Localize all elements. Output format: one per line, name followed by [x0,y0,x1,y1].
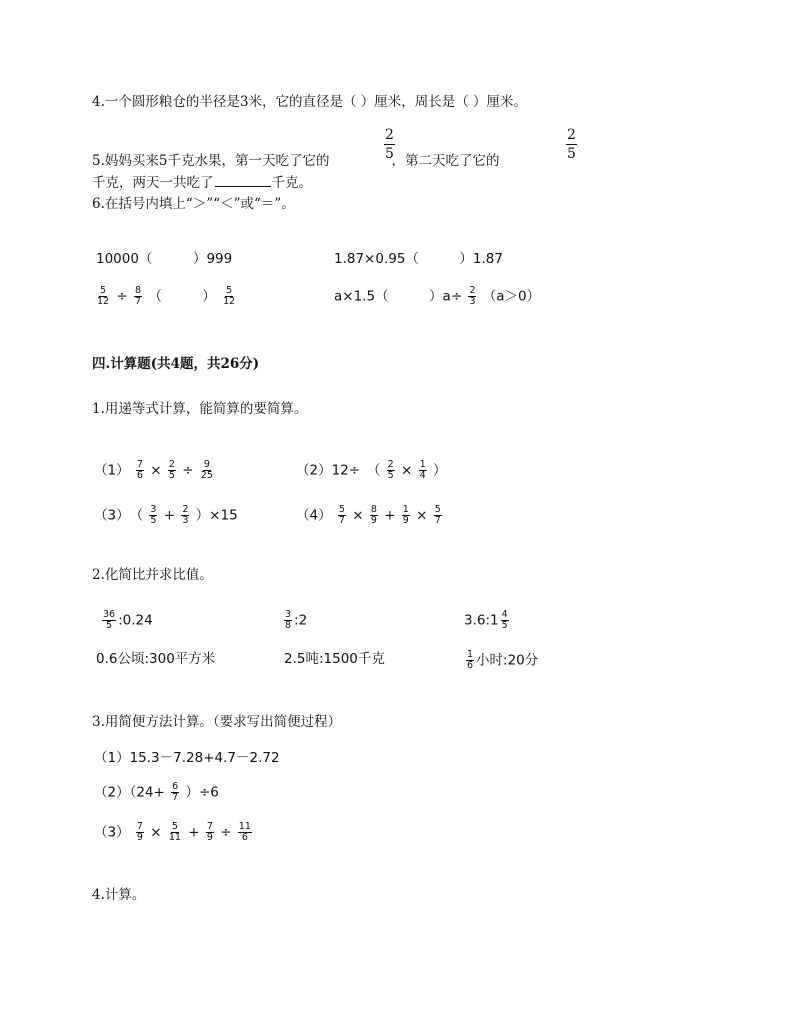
q5-fraction-2: 2 5 [567,127,576,162]
question-4: 4.一个圆形粮仓的半径是3米，它的直径是（ ）厘米，周长是（ ）厘米。 [92,94,528,110]
ratio-a: $\frac{36}{5}$ :0.24 [103,609,153,631]
ratio-f: $\frac{1}{6}$ 小时:20分 [467,649,539,671]
q6-row1-col1: 10000（ ）999 [96,251,233,267]
calc-3-part-3: （3） $\frac{7}{9}$ × $\frac{5}{11}$ + $\frac{7}{9}$ ÷ $\frac{11}{6}$ [94,821,251,843]
calc-3-part-1: （1）15.3－7.28+4.7－2.72 [94,750,280,766]
calc-1-part-3: （3） （ $\frac{3}{5}$ + $\frac{2}{3}$ ）×15 [94,504,238,526]
ratio-b: $\frac{3}{8}$ :2 [285,609,308,631]
q5-fraction-1: 2 5 [385,127,394,162]
calc-4-title: 4.计算。 [92,887,146,903]
q6-row2-col2: a×1.5（ ）a÷ $\frac{2}{3}$ （a＞0） [334,285,541,307]
section-heading: 四.计算题(共4题，共26分) [92,356,260,372]
question-5-line-2: 千克，两天一共吃了 千克。 [92,175,312,191]
ratio-d: 0.6公顷:300平方米 [96,651,216,667]
calc-2-title: 2.化简比并求比值。 [92,567,213,583]
calc-1-part-4: （4） $\frac{5}{7}$ × $\frac{8}{9}$ + $\frac{1}{9}$ × $\frac{5}{7}$ [296,504,441,526]
q6-row2-col1: $\frac{5}{12}$ ÷ $\frac{8}{7}$ （ ） $\frac{5}{12}$ [97,285,236,307]
question-5-line-1: 5.妈妈买来5千克水果，第一天吃了它的 ，第二天吃了它的 [92,153,500,169]
q6-row1-col2: 1.87×0.95（ ）1.87 [334,251,503,267]
calc-1-part-1: （1） $\frac{7}{6}$ × $\frac{2}{5}$ ÷ $\frac{9}{25}$ [94,459,213,481]
ratio-e: 2.5吨:1500千克 [284,651,385,667]
question-6: 6.在括号内填上“＞”“＜”或“＝”。 [92,196,295,212]
calc-1-part-2: （2）12÷ （ $\frac{2}{5}$ × $\frac{1}{4}$ ） [296,459,447,481]
ratio-c: 3.6:1 $\frac{4}{5}$ [464,609,508,631]
calc-1-title: 1.用递等式计算，能简算的要简算。 [92,401,308,417]
answer-blank[interactable] [215,174,271,187]
calc-3-part-2: （2）（24+ $\frac{6}{7}$ ）÷6 [94,781,219,803]
calc-3-title: 3.用简便方法计算。（要求写出简便过程） [92,714,342,730]
